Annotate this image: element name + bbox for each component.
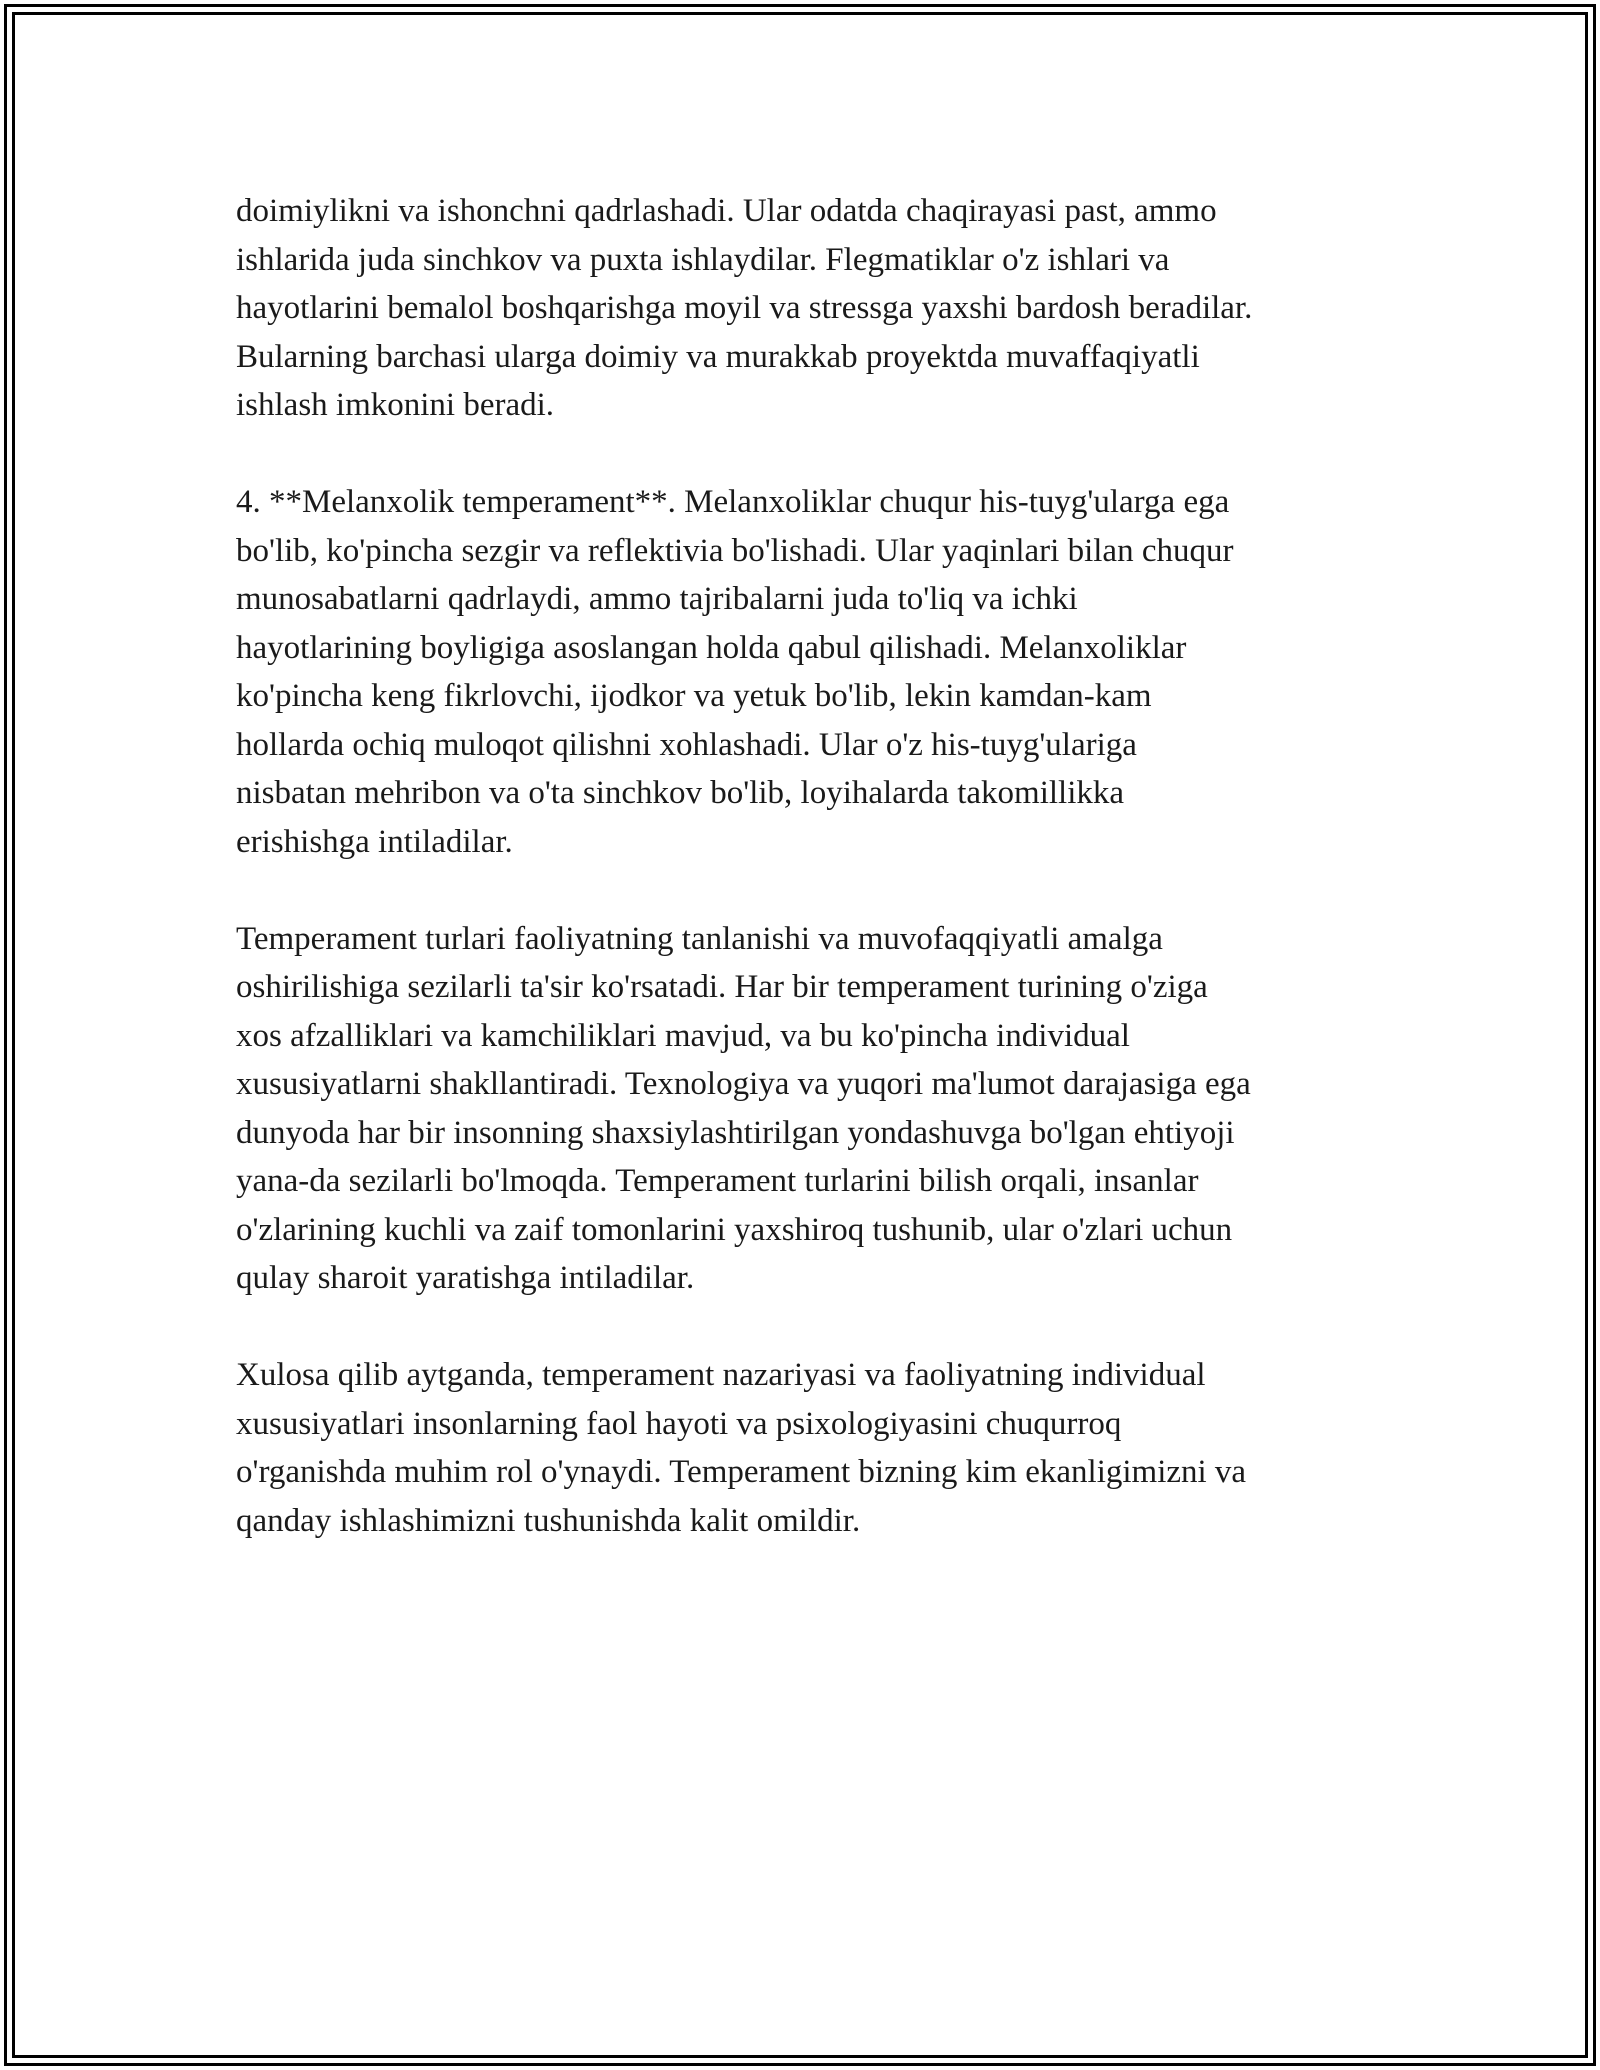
text-line: o'zlarining kuchli va zaif tomonlarini yaxshiroq tushunib, ular o'zlari uchun xyxy=(236,1211,1233,1248)
text-line: xususiyatlari insonlarning faol hayoti va psixologiyasini chuqurroq xyxy=(236,1405,1122,1442)
text-line: hayotlarining boyligiga asoslangan holda qabul qilishadi. Melanxoliklar xyxy=(236,629,1187,666)
text-line: ko'pincha keng fikrlovchi, ijodkor va yetuk bo'lib, lekin kamdan-kam xyxy=(236,678,1152,714)
text-line: dunyoda har bir insonning shaxsiylashtirilgan yondashuvga bo'lgan ehtiyoji xyxy=(236,1114,1235,1151)
text-line: hayotlarini bemalol boshqarishga moyil va stressga yaxshi bardosh beradilar. xyxy=(236,290,1253,326)
text-line: Temperament turlari faoliyatning tanlanishi va muvofaqqiyatli amalga xyxy=(236,920,1163,957)
text-line: xususiyatlarni shakllantiradi. Texnologiya va yuqori ma'lumot darajasiga ega xyxy=(236,1066,1251,1102)
text-line: xos afzalliklari va kamchiliklari mavjud, va bu ko'pincha individual xyxy=(236,1017,1130,1054)
document-body xyxy=(236,187,1386,1594)
text-line: munosabatlarni qadrlaydi, ammo tajribalarni juda to'liq va ichki xyxy=(236,581,1078,617)
text-line: 4. **Melanxolik temperament**. Melanxoliklar chuqur his-tuyg'ularga ega xyxy=(236,484,1230,520)
paragraph-flegmatik-continuation xyxy=(236,187,1386,430)
text-line: yana-da sezilarli bo'lmoqda. Temperament turlarini bilish orqali, insanlar xyxy=(236,1163,1199,1199)
text-line: bo'lib, ko'pincha sezgir va reflektivia bo'lishadi. Ular yaqinlari bilan chuqur xyxy=(236,532,1234,569)
text-line: qulay sharoit yaratishga intiladilar. xyxy=(236,1260,695,1296)
text-line: nisbatan mehribon va o'ta sinchkov bo'lib, loyihalarda takomillikka xyxy=(236,775,1125,811)
text-line: hollarda ochiq muloqot qilishni xohlashadi. Ular o'z his-tuyg'ulariga xyxy=(236,726,1137,763)
text-line: qanday ishlashimizni tushunishda kalit omildir. xyxy=(236,1502,861,1539)
text-line: ishlarida juda sinchkov va puxta ishlaydilar. Flegmatiklar o'z ishlari va xyxy=(236,241,1170,278)
text-line: erishishga intiladilar. xyxy=(236,823,513,860)
paragraph-conclusion xyxy=(236,1351,1386,1545)
text-line: Bularning barchasi ularga doimiy va murakkab proyektda muvaffaqiyatli xyxy=(236,338,1200,375)
text-line: doimiylikni va ishonchni qadrlashadi. Ular odatda chaqirayasi past, ammo xyxy=(236,193,1217,229)
paragraph-temperament-types xyxy=(236,915,1386,1303)
text-line: o'rganishda muhim rol o'ynaydi. Temperament bizning kim ekanligimizni va xyxy=(236,1454,1247,1490)
text-line: Xulosa qilib aytganda, temperament nazariyasi va faoliyatning individual xyxy=(236,1357,1206,1393)
text-line: ishlash imkonini beradi. xyxy=(236,387,555,423)
paragraph-melanxolik xyxy=(236,478,1386,866)
text-line: oshirilishiga sezilarli ta'sir ko'rsatadi. Har bir temperament turining o'ziga xyxy=(236,969,1208,1005)
